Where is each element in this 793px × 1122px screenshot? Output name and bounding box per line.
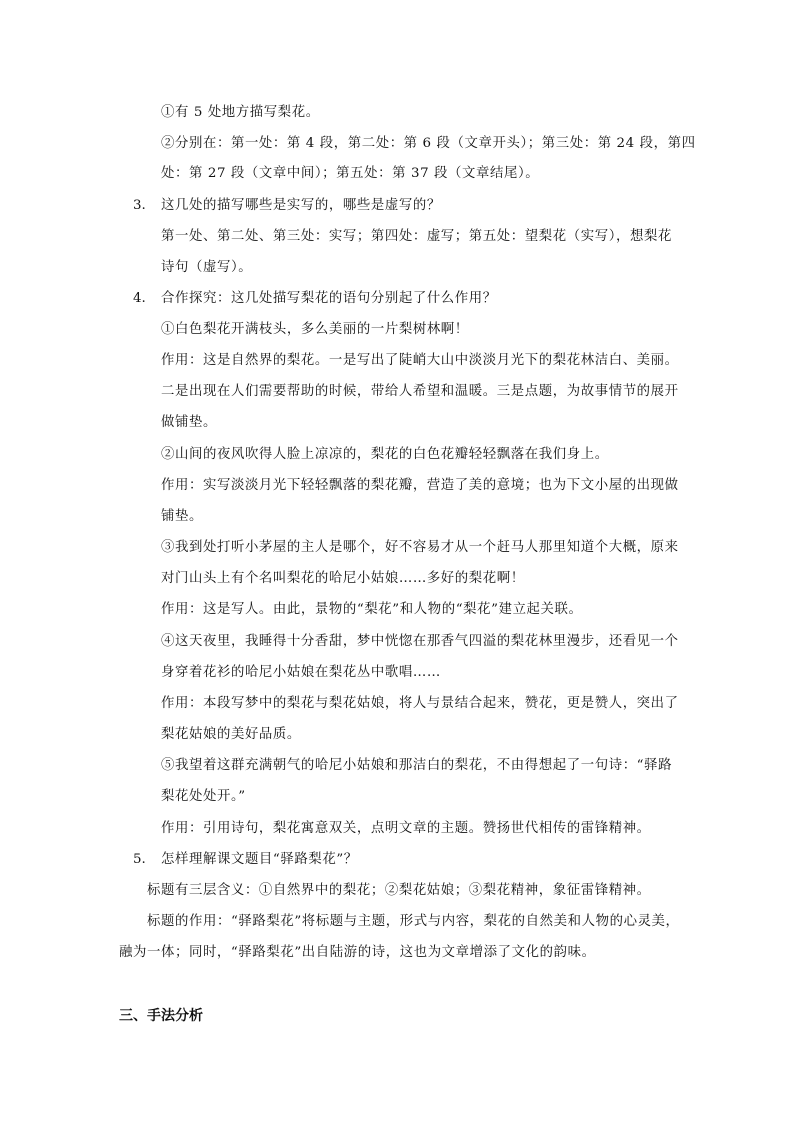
text-line: 诗句（虚写）。 (161, 260, 253, 275)
question-5: 怎样理解课文题目“驿路梨花”？ (161, 852, 358, 867)
text-line: 标题的作用：“驿路梨花”将标题与主题，形式与内容，梨花的自然美和人物的心灵美， (147, 914, 680, 929)
text-line: 铺垫。 (161, 509, 203, 524)
text-line: 梨花姑娘的美好品质。 (161, 727, 301, 742)
text-line: 作用：引用诗句，梨花寓意双关，点明文章的主题。赞扬世代相传的雷锋精神。 (161, 821, 651, 836)
question-number: 3. (133, 198, 146, 213)
text-line: 作用：实写淡淡月光下轻轻飘落的梨花瓣，营造了美的意境；也为下文小屋的出现做 (161, 478, 679, 493)
text-line: 梨花处处开。” (161, 789, 246, 804)
question-4: 合作探究：这几处描写梨花的语句分别起了什么作用？ (161, 291, 497, 306)
text-line: ④这天夜里，我睡得十分香甜，梦中恍惚在那香气四溢的梨花林里漫步，还看见一个 (161, 634, 679, 649)
text-line: ②分别在：第一处：第 4 段，第二处：第 6 段（文章开头）；第三处：第 24 段，第四 (161, 136, 696, 151)
text-line: 对门山头上有个名叫梨花的哈尼小姑娘……多好的梨花啊！ (161, 571, 525, 586)
text-line: 处：第 27 段（文章中间）；第五处：第 37 段（文章结尾）。 (161, 166, 540, 181)
text-line: ②山间的夜风吹得人脸上凉凉的，梨花的白色花瓣轻轻飘落在我们身上。 (161, 447, 609, 462)
text-line: 作用：这是写人。由此，景物的“梨花”和人物的“梨花”建立起关联。 (161, 602, 583, 617)
question-number: 4. (133, 291, 146, 306)
question-3: 这几处的描写哪些是实写的，哪些是虚写的？ (161, 198, 441, 213)
text-line: 融为一体；同时，“驿路梨花”出自陆游的诗，这也为文章增添了文化的韵味。 (119, 945, 596, 960)
text-line: ⑤我望着这群充满朝气的哈尼小姑娘和那洁白的梨花，不由得想起了一句诗：“驿路 (161, 758, 673, 773)
text-line: 二是出现在人们需要帮助的时候，带给人希望和温暖。三是点题，为故事情节的展开 (161, 384, 679, 399)
section-heading: 三、手法分析 (119, 1008, 203, 1024)
text-line: 身穿着花衫的哈尼小姑娘在梨花丛中歌唱…… (161, 665, 441, 680)
text-line: ①白色梨花开满枝头，多么美丽的一片梨树林啊！ (161, 322, 469, 337)
text-line: ③我到处打听小茅屋的主人是哪个，好不容易才从一个赶马人那里知道个大概，原来 (161, 540, 679, 555)
text-line: 第一处、第二处、第三处：实写；第四处：虚写；第五处：望梨花（实写），想梨花 (161, 229, 672, 244)
text-line: 作用：本段写梦中的梨花与梨花姑娘，将人与景结合起来，赞花，更是赞人，突出了 (161, 696, 679, 711)
text-line: 作用：这是自然界的梨花。一是写出了陡峭大山中淡淡月光下的梨花林洁白、美丽。 (161, 353, 679, 368)
text-line: 标题有三层含义：①自然界中的梨花；②梨花姑娘；③梨花精神，象征雷锋精神。 (147, 883, 651, 898)
text-line: 做铺垫。 (161, 415, 217, 430)
question-number: 5. (133, 852, 146, 867)
text-line: ①有 5 处地方描写梨花。 (161, 105, 320, 120)
